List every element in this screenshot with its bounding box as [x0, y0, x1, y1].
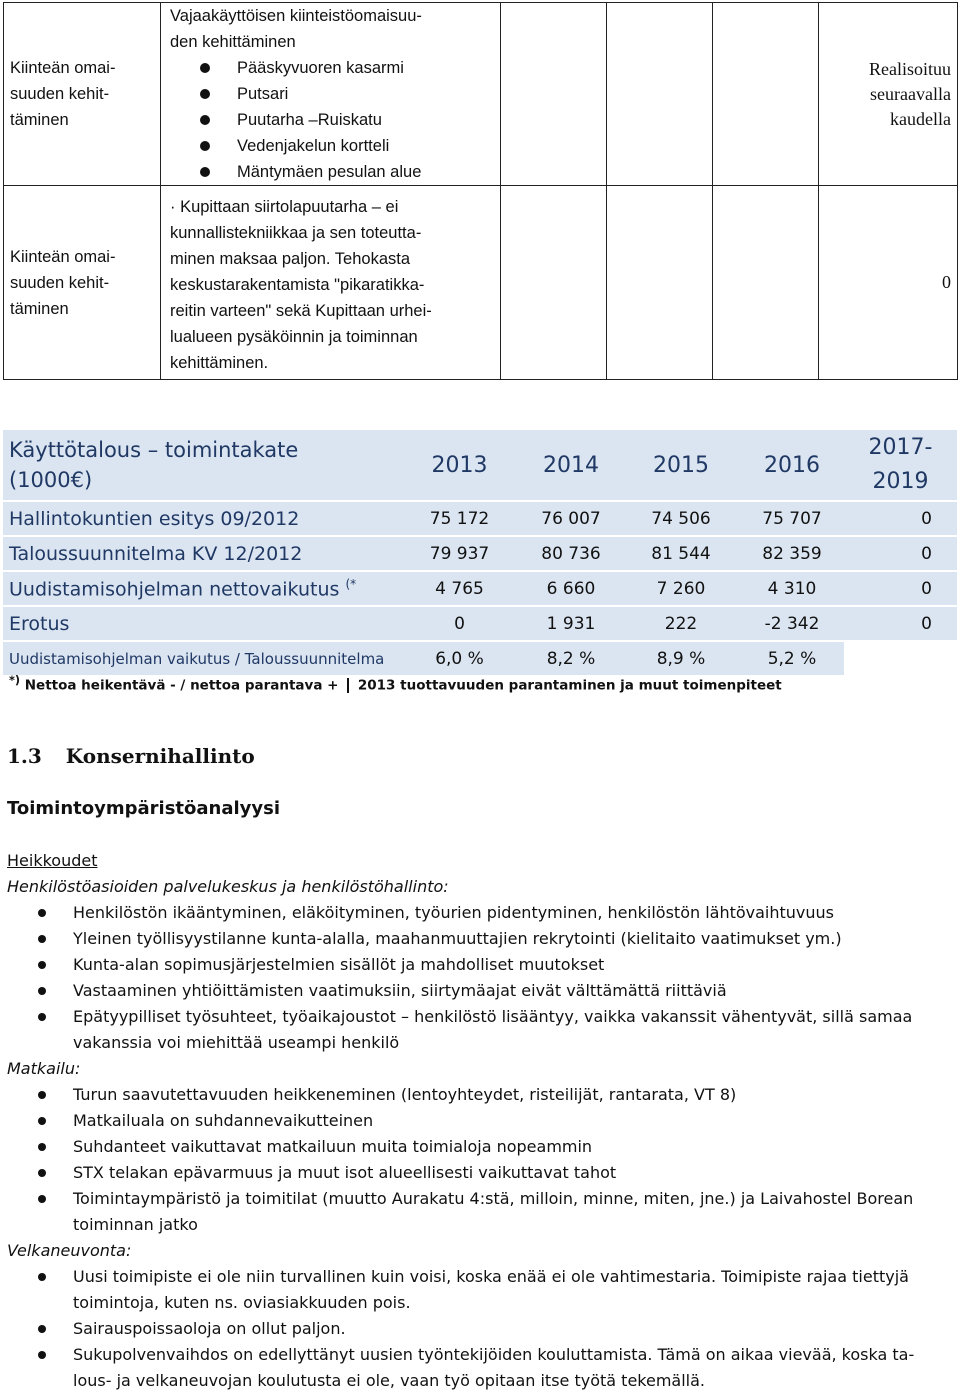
year-header: 2015: [622, 430, 740, 501]
bullet-list: [7, 1264, 952, 1394]
table-cell: 0: [844, 571, 957, 606]
table-cell: 76 007: [520, 501, 622, 536]
description-cell: · Kupittaan siirtolapuutarha – ei kunnallistekniikkaa ja sen toteutta- minen maksaa paljon. Tehokasta keskustarakentamista "pikaratikka- reitin varteen" sekä Kupittaan urhei- lualueen pysäköinnin ja toiminnan kehittäminen.: [161, 186, 501, 380]
table-cell: 82 359: [740, 536, 844, 571]
table-cell: 6 660: [520, 571, 622, 606]
table-cell: 74 506: [622, 501, 740, 536]
project-table: [3, 2, 958, 380]
list-item: Matkailuala on suhdannevaikutteinen: [7, 1108, 952, 1134]
list-item: Mäntymäen pesulan alue: [170, 159, 494, 185]
list-item: Vedenjakelun kortteli: [170, 133, 494, 159]
outcome-cell: Realisoituu seuraavalla kaudella: [819, 3, 958, 186]
year-header: 2013: [399, 430, 520, 501]
list-item: Uusi toimipiste ei ole niin turvallinen kuin voisi, koska enää ei ole vahtimestaria. Toimipiste rajaa tiettyjä toimintoja, kuten ns. oviasiakkuuden pois.: [7, 1264, 952, 1316]
table-cell: 8,2 %: [520, 641, 622, 675]
subsection-title: Toimintoympäristöanalyysi: [7, 798, 281, 819]
table-cell: -2 342: [740, 606, 844, 641]
analysis-body: [7, 848, 952, 1394]
table-cell: 0: [844, 536, 957, 571]
table-row: [3, 571, 957, 606]
list-item: Putsari: [170, 81, 494, 107]
weaknesses-heading: Heikkoudet: [7, 851, 98, 870]
list-item: Yleinen työllisyystilanne kunta-alalla, maahanmuuttajien rekrytointi (kielitaito vaatimukset ym.): [7, 926, 952, 952]
group-heading: Matkailu:: [7, 1059, 81, 1078]
year-header: 2017- 2019: [844, 430, 957, 501]
empty-cell: [607, 186, 713, 380]
separator: [347, 678, 349, 693]
description-cell: Vajaakäyttöisen kiinteistöomaisuu- den kehittäminen Pääskyvuoren kasarmi Putsari Puutarha –Ruiskatu Vedenjakelun kortteli Mäntymäen pesulan alue: [161, 3, 501, 186]
category-cell: Kiinteän omai- suuden kehit- täminen: [4, 3, 161, 186]
list-item: Vastaaminen yhtiöittämisten vaatimuksiin, siirtymäajat eivät välttämättä riittäviä: [7, 978, 952, 1004]
bullet-list: [7, 1082, 952, 1238]
table-cell: 81 544: [622, 536, 740, 571]
empty-cell: [501, 186, 607, 380]
row-label: Taloussuunnitelma KV 12/2012: [3, 536, 399, 571]
table-row: [4, 186, 958, 380]
table-cell: 0: [844, 606, 957, 641]
group-heading: Henkilöstöasioiden palvelukeskus ja henkilöstöhallinto:: [7, 877, 449, 896]
table-cell: 7 260: [622, 571, 740, 606]
list-item: Toimintaympäristö ja toimitilat (muutto Aurakatu 4:stä, milloin, minne, miten, jne.) ja Laivahostel Borean toiminnan jatko: [7, 1186, 952, 1238]
footnote: *) Nettoa heikentävä - / nettoa parantava + 2013 tuottavuuden parantaminen ja muut toimenpiteet: [9, 674, 782, 694]
table-row: [3, 501, 957, 536]
table-row: [3, 536, 957, 571]
section-title: 1.3 Konsernihallinto: [7, 744, 255, 768]
list-item: Sairauspoissaoloja on ollut paljon.: [7, 1316, 952, 1342]
category-cell: Kiinteän omai- suuden kehit- täminen: [4, 186, 161, 380]
row-label: Uudistamisohjelman vaikutus / Taloussuunnitelma: [3, 641, 399, 675]
list-item: Henkilöstön ikääntyminen, eläköityminen, työurien pidentyminen, henkilöstön lähtövaihtuvuus: [7, 900, 952, 926]
list-item: Pääskyvuoren kasarmi: [170, 55, 494, 81]
list-item: Sukupolvenvaihdos on edellyttänyt uusien työntekijöiden kouluttamista. Tämä on aikaa vievää, koska ta-lous- ja velkaneuvojan koulutusta ei ole, vaan työ opitaan itse työtä tekemällä.: [7, 1342, 952, 1394]
empty-cell: [501, 3, 607, 186]
year-header: 2014: [520, 430, 622, 501]
property-list: [170, 55, 494, 185]
table-row: [3, 606, 957, 641]
bullet-list: [7, 900, 952, 1056]
list-item: Puutarha –Ruiskatu: [170, 107, 494, 133]
table-cell: [844, 641, 957, 675]
table-cell: 75 172: [399, 501, 520, 536]
table-row: [4, 3, 958, 186]
header-label: Käyttötalous – toimintakate (1000€): [3, 430, 399, 501]
empty-cell: [607, 3, 713, 186]
table-row: [3, 641, 957, 675]
table-cell: 4 765: [399, 571, 520, 606]
row-label: Hallintokuntien esitys 09/2012: [3, 501, 399, 536]
empty-cell: [713, 3, 819, 186]
finance-table: [3, 430, 957, 675]
row-label: Uudistamisohjelman nettovaikutus (*: [3, 571, 399, 606]
table-cell: 0: [844, 501, 957, 536]
outcome-cell: 0: [819, 186, 958, 380]
list-item: Suhdanteet vaikuttavat matkailuun muita toimialoja nopeammin: [7, 1134, 952, 1160]
year-header: 2016: [740, 430, 844, 501]
empty-cell: [713, 186, 819, 380]
table-cell: 75 707: [740, 501, 844, 536]
table-cell: 1 931: [520, 606, 622, 641]
table-cell: 4 310: [740, 571, 844, 606]
table-cell: 79 937: [399, 536, 520, 571]
table-cell: 5,2 %: [740, 641, 844, 675]
list-item: Turun saavutettavuuden heikkeneminen (lentoyhteydet, risteilijät, rantarata, VT 8): [7, 1082, 952, 1108]
table-cell: 8,9 %: [622, 641, 740, 675]
list-item: STX telakan epävarmuus ja muut isot alueellisesti vaikuttavat tahot: [7, 1160, 952, 1186]
row-label: Erotus: [3, 606, 399, 641]
table-header-row: [3, 430, 957, 501]
list-item: Kunta-alan sopimusjärjestelmien sisällöt ja mahdolliset muutokset: [7, 952, 952, 978]
table-cell: 80 736: [520, 536, 622, 571]
table-cell: 0: [399, 606, 520, 641]
table-cell: 6,0 %: [399, 641, 520, 675]
list-item: Epätyypilliset työsuhteet, työaikajoustot – henkilöstö lisääntyy, vaikka vakanssit vähentyvät, sillä samaa vakanssia voi miehittää useampi henkilö: [7, 1004, 952, 1056]
table-cell: 222: [622, 606, 740, 641]
group-heading: Velkaneuvonta:: [7, 1241, 132, 1260]
